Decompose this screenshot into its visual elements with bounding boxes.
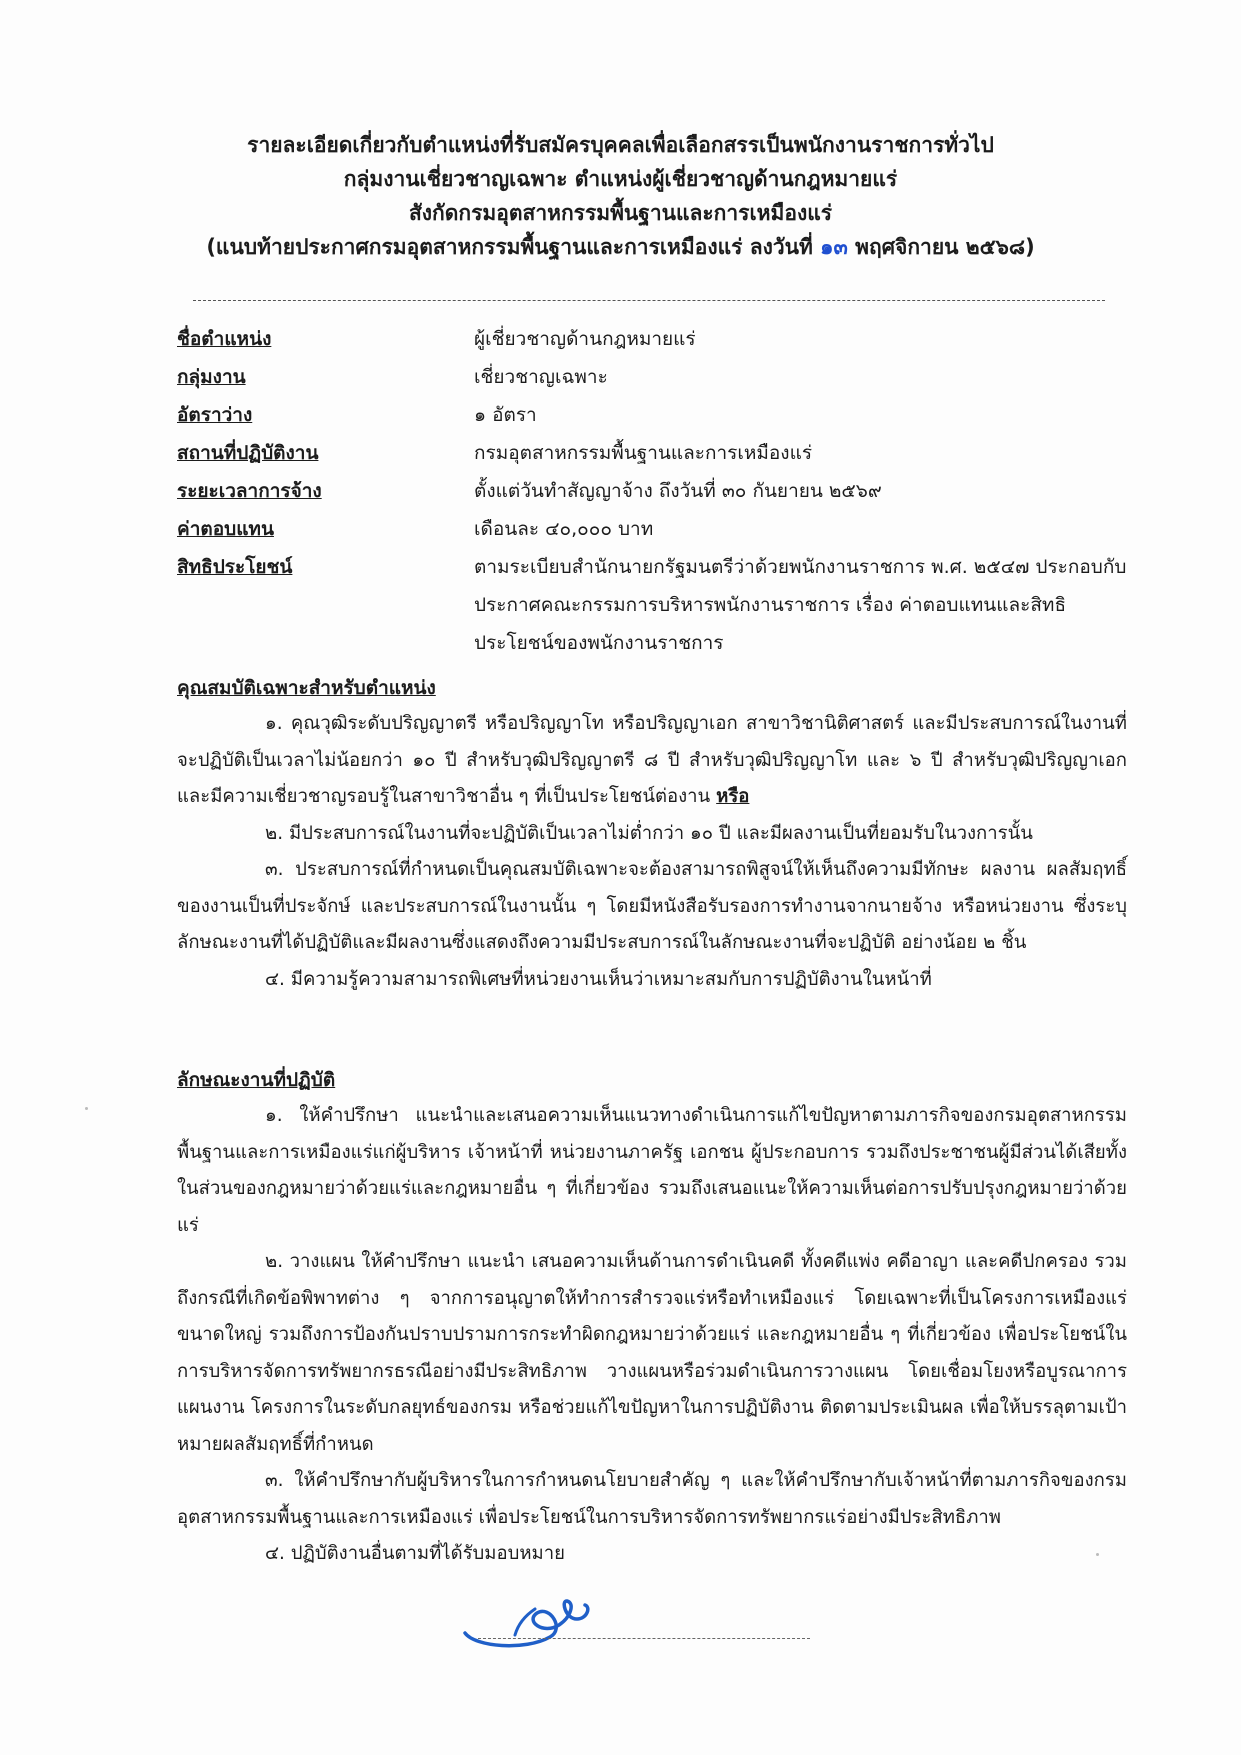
info-label: กลุ่มงาน <box>177 366 246 388</box>
header-divider <box>193 300 1105 301</box>
duties-title: ลักษณะงานที่ปฏิบัติ <box>177 1069 336 1091</box>
qualifications-title: คุณสมบัติเฉพาะสำหรับตำแหน่ง <box>177 677 436 699</box>
duty-item: ๓. ให้คำปรึกษากับผู้บริหารในการกำหนดนโยบายสำคัญ ๆ และให้คำปรึกษากับเจ้าหน้าที่ตามภารกิจของกรมอุตสาหกรรมพื้นฐานและการเหมืองแร่ เพื่อประโยชน์ในการบริหารจัดการทรัพยากรแร่อย่างมีประสิทธิภาพ <box>177 1470 1127 1528</box>
announcement-prefix: (แนบท้ายประกาศกรมอุตสาหกรรมพื้นฐานและการเหมืองแร่ ลงวันที่ <box>206 235 813 259</box>
info-label: สิทธิประโยชน์ <box>177 556 293 578</box>
info-row-benefits <box>177 548 1127 662</box>
info-row-compensation <box>177 510 1127 548</box>
info-label: อัตราว่าง <box>177 404 253 426</box>
document-header <box>60 128 1181 264</box>
info-row-position-name <box>177 320 1127 358</box>
duty-item: ๔. ปฏิบัติงานอื่นตามที่ได้รับมอบหมาย <box>265 1543 565 1564</box>
info-value: เชี่ยวชาญเฉพาะ <box>474 366 608 388</box>
info-label: ค่าตอบแทน <box>177 518 274 540</box>
qualification-item <box>177 706 1127 816</box>
info-label: สถานที่ปฏิบัติงาน <box>177 442 319 464</box>
handwritten-signature <box>455 1585 615 1655</box>
header-department: สังกัดกรมอุตสาหกรรมพื้นฐานและการเหมืองแร่ <box>408 201 833 225</box>
info-row-vacancy <box>177 396 1127 434</box>
info-value: เดือนละ ๔๐,๐๐๐ บาท <box>474 518 654 540</box>
header-position: กลุ่มงานเชี่ยวชาญเฉพาะ ตำแหน่งผู้เชี่ยวชาญด้านกฎหมายแร่ <box>343 167 898 191</box>
duties-section <box>177 1062 1127 1573</box>
qualification-item: ๒. มีประสบการณ์ในงานที่จะปฏิบัติเป็นเวลาไม่ต่ำกว่า ๑๐ ปี และมีผลงานเป็นที่ยอมรับในวงการนั้น <box>265 822 1033 844</box>
duty-item: ๒. วางแผน ให้คำปรึกษา แนะนำ เสนอความเห็นด้านการดำเนินคดี ทั้งคดีแพ่ง คดีอาญา และคดีปกครอง รวมถึงกรณีที่เกิดข้อพิพาทต่าง ๆ จากการอนุญาตให้ทำการสำรวจแร่หรือทำเหมืองแร่ โดยเฉพาะที่เป็นโครงการเหมืองแร่ขนาดใหญ่ รวมถึงการป้องกันปราบปรามการกระทำผิดกฎหมายว่าด้วยแร่ และกฎหมายอื่น ๆ ที่เกี่ยวข้อง เพื่อประโยชน์ในการบริหารจัดการทรัพยากรธรณีอย่างมีประสิทธิภาพ วางแผนหรือร่วมดำเนินการวางแผน โดยเชื่อมโยงหรือบูรณาการแผนงาน โครงการในระดับกลยุทธ์ของกรม หรือช่วยแก้ไขปัญหาในการปฏิบัติงาน ติดตามประเมินผล เพื่อให้บรรลุตามเป้าหมายผลสัมฤทธิ์ที่กำหนด <box>177 1251 1127 1455</box>
info-value: กรมอุตสาหกรรมพื้นฐานและการเหมืองแร่ <box>474 442 813 464</box>
header-announcement-date <box>60 230 1181 264</box>
info-row-workplace <box>177 434 1127 472</box>
scan-speck <box>85 1107 88 1110</box>
info-label: ระยะเวลาการจ้าง <box>177 480 322 502</box>
info-value: ตั้งแต่วันทำสัญญาจ้าง ถึงวันที่ ๓๐ กันยายน ๒๕๖๙ <box>474 480 882 502</box>
duty-item: ๑. ให้คำปรึกษา แนะนำและเสนอความเห็นแนวทางดำเนินการแก้ไขปัญหาตามภารกิจของกรมอุตสาหกรรมพื้นฐานและการเหมืองแร่แก่ผู้บริหาร เจ้าหน้าที่ หน่วยงานภาครัฐ เอกชน ผู้ประกอบการ รวมถึงประชาชนผู้มีส่วนได้เสียทั้งในส่วนของกฎหมายว่าด้วยแร่และกฎหมายอื่น ๆ ที่เกี่ยวข้อง รวมถึงเสนอแนะให้ความเห็นต่อการปรับปรุงกฎหมายว่าด้วยแร่ <box>177 1105 1127 1236</box>
qualifications-section <box>177 670 1127 998</box>
scan-speck <box>1096 1553 1099 1556</box>
position-info <box>177 320 1127 662</box>
info-value: ผู้เชี่ยวชาญด้านกฎหมายแร่ <box>474 328 696 350</box>
qualification-text: ๑. คุณวุฒิระดับปริญญาตรี หรือปริญญาโท หรือปริญญาเอก สาขาวิชานิติศาสตร์ และมีประสบการณ์ในงานที่จะปฏิบัติเป็นเวลาไม่น้อยกว่า ๑๐ ปี สำหรับวุฒิปริญญาตรี ๘ ปี สำหรับวุฒิปริญญาโท และ ๖ ปี สำหรับวุฒิปริญญาเอก และมีความเชี่ยวชาญรอบรู้ในสาขาวิชาอื่น ๆ ที่เป็นประโยชน์ต่องาน <box>177 713 1127 807</box>
announcement-day: ๑๓ <box>820 235 848 259</box>
info-value: ๑ อัตรา <box>474 404 537 426</box>
announcement-suffix: พฤศจิกายน ๒๕๖๘) <box>855 235 1035 259</box>
header-title: รายละเอียดเกี่ยวกับตำแหน่งที่รับสมัครบุคคลเพื่อเลือกสรรเป็นพนักงานราชการทั่วไป <box>247 133 994 157</box>
signature-line <box>478 1638 810 1639</box>
info-label: ชื่อตำแหน่ง <box>177 328 272 350</box>
info-row-job-group <box>177 358 1127 396</box>
qualification-item: ๓. ประสบการณ์ที่กำหนดเป็นคุณสมบัติเฉพาะจะต้องสามารถพิสูจน์ให้เห็นถึงความมีทักษะ ผลงาน ผลสัมฤทธิ์ของงานเป็นที่ประจักษ์ และประสบการณ์ในงานนั้น ๆ โดยมีหนังสือรับรองการทำงานจากนายจ้าง หรือหน่วยงาน ซึ่งระบุลักษณะงานที่ได้ปฏิบัติและมีผลงานซึ่งแสดงถึงความมีประสบการณ์ในลักษณะงานที่จะปฏิบัติ อย่างน้อย ๒ ชิ้น <box>177 859 1127 953</box>
or-keyword: หรือ <box>716 786 750 807</box>
info-value: ตามระเบียบสำนักนายกรัฐมนตรีว่าด้วยพนักงานราชการ พ.ศ. ๒๕๔๗ ประกอบกับประกาศคณะกรรมการบริหารพนักงานราชการ เรื่อง ค่าตอบแทนและสิทธิประโยชน์ของพนักงานราชการ <box>474 556 1127 654</box>
qualification-item: ๔. มีความรู้ความสามารถพิเศษที่หน่วยงานเห็นว่าเหมาะสมกับการปฏิบัติงานในหน้าที่ <box>265 968 932 990</box>
info-row-employment-period <box>177 472 1127 510</box>
